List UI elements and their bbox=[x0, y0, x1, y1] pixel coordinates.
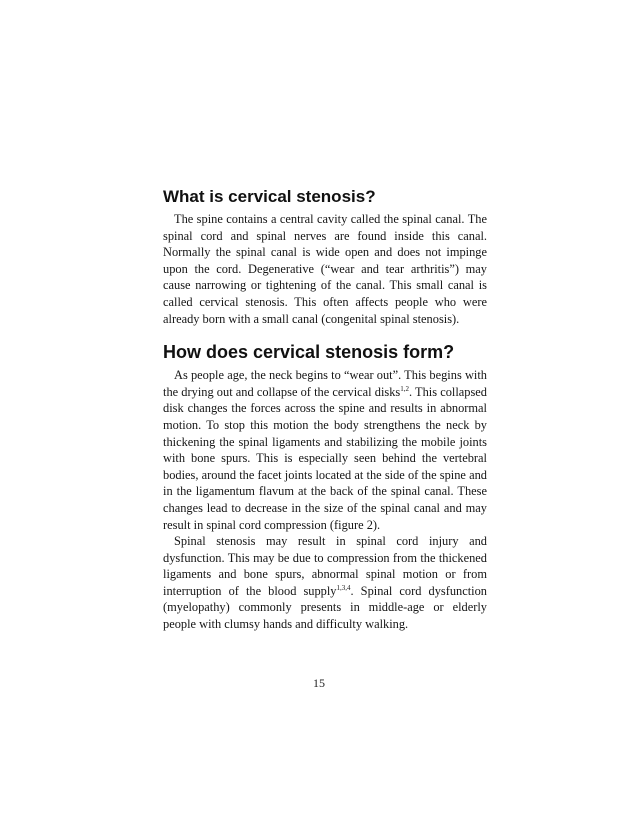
paragraph-what-is-stenosis: The spine contains a central cavity called the spinal canal. The spinal cord and spinal nerves are found inside this canal. Normally the spinal canal is wide open and does not impinge upon the cord. Degenerative (“wear and tear arthritis”) may cause narrowing or tightening of the canal. This small canal is called cervical stenosis. This often affects people who were already born with a small canal (congenital spinal stenosis). bbox=[163, 212, 487, 326]
paragraph-text: . This collapsed disk changes the forces across the spine and results in abnormal motion. To stop this motion the body strengthens the neck by thickening the spinal ligaments and stabilizing the mobile joints with bone spurs. This is especially seen behind the vertebral bodies, around the facet joints located at the side of the spine and in the ligamentum flavum at the back of the spinal canal. These changes lead to decrease in the size of the spinal canal and may result in spinal cord compression (figure 2). bbox=[163, 384, 487, 532]
paragraph-how-stenosis-forms bbox=[163, 367, 487, 533]
paragraph-stenosis-effects bbox=[163, 533, 487, 633]
paragraph-text: Spinal stenosis may result in spinal cord injury and dysfunction. This may be due to compression from the thickened ligaments and bone spurs, abnormal spinal motion or from interruption of the blood supply bbox=[163, 534, 487, 598]
page-number: 15 bbox=[313, 676, 325, 690]
section-heading-how-stenosis-forms: How does cervical stenosis form? bbox=[163, 342, 455, 363]
page-content bbox=[163, 186, 487, 633]
paragraph-text: As people age, the neck begins to “wear out”. This begins with the drying out and collapse of the cervical disks bbox=[163, 368, 487, 399]
citation-superscript: 1,2 bbox=[400, 384, 409, 393]
paragraph-text: . Spinal cord dysfunction (myelopathy) commonly presents in middle-age or elderly people with clumsy hands and difficulty walking. bbox=[163, 583, 488, 632]
section-heading-cervical-stenosis: What is cervical stenosis? bbox=[163, 187, 376, 206]
citation-superscript: 1,3,4 bbox=[336, 583, 351, 592]
